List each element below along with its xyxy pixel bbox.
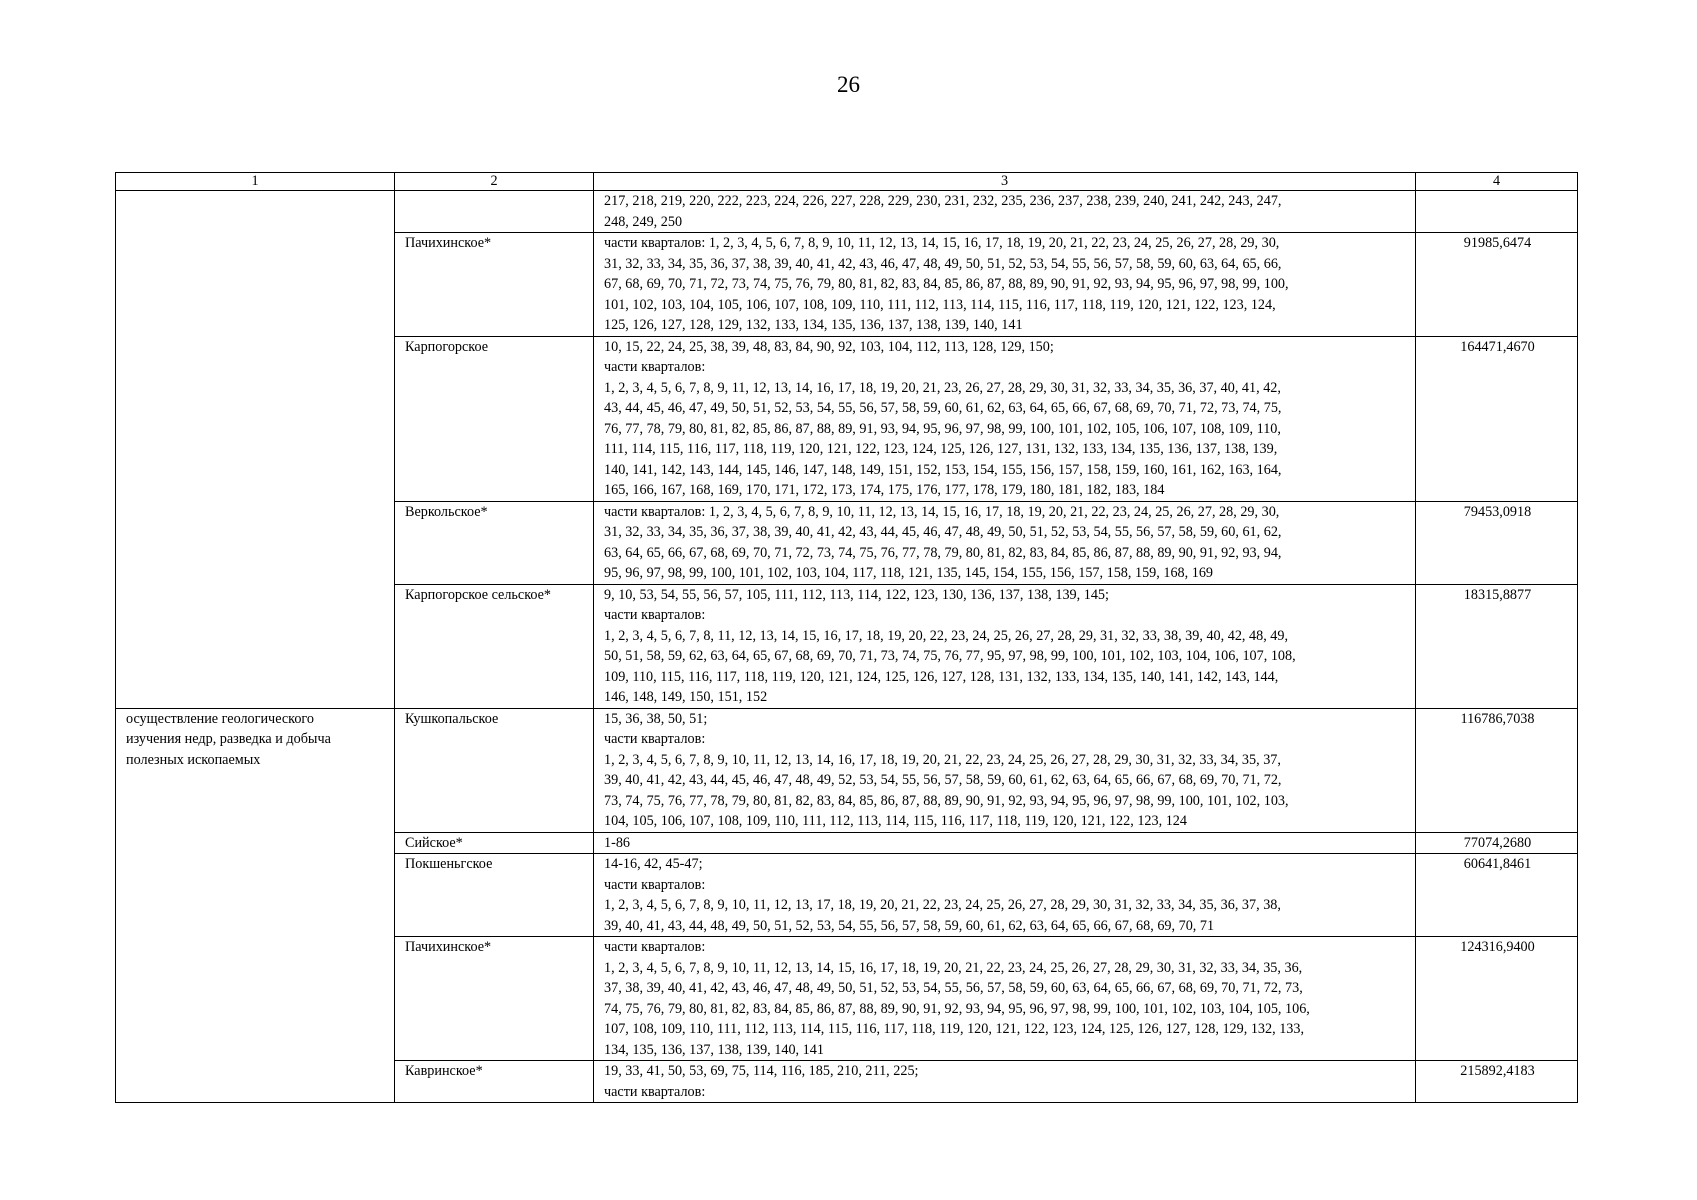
- quarters-line: 95, 96, 97, 98, 99, 100, 101, 102, 103, 104, 117, 118, 121, 135, 145, 154, 155, 156, 157, 158, 159, 168, 169: [604, 565, 1214, 581]
- quarters-cell: [594, 191, 1416, 233]
- table-row: [116, 708, 1578, 832]
- quarters-line: 1, 2, 3, 4, 5, 6, 7, 8, 9, 10, 11, 12, 13, 14, 15, 16, 17, 18, 19, 20, 21, 22, 23, 24, 25, 26, 27, 28, 29, 30, 31, 32, 33, 34, 35, 36,: [604, 959, 1303, 976]
- column-header-2: 2: [395, 173, 594, 191]
- quarters-line: 111, 114, 115, 116, 117, 118, 119, 120, 121, 122, 123, 124, 125, 126, 127, 131, 132, 133, 134, 135, 136, 137, 138, 139,: [604, 441, 1278, 457]
- forestry-name-cell: Пачихинское*: [395, 233, 594, 337]
- quarters-line: 37, 38, 39, 40, 41, 42, 43, 46, 47, 48, 49, 50, 51, 52, 53, 54, 55, 56, 57, 58, 59, 60, 63, 64, 65, 66, 67, 68, 69, 70, 71, 72, 73,: [604, 980, 1303, 996]
- quarters-line: части кварталов:: [604, 607, 706, 623]
- forestry-name-cell: Кавринское*: [395, 1061, 594, 1103]
- quarters-line: 165, 166, 167, 168, 169, 170, 171, 172, 173, 174, 175, 176, 177, 178, 179, 180, 181, 182, 183, 184: [604, 482, 1165, 498]
- quarters-line: 39, 40, 41, 42, 43, 44, 45, 46, 47, 48, 49, 52, 53, 54, 55, 56, 57, 58, 59, 60, 61, 62, 63, 64, 65, 66, 67, 68, 69, 70, 71, 72,: [604, 772, 1282, 788]
- forestry-name-cell: Карпогорское сельское*: [395, 584, 594, 708]
- quarters-line: 10, 15, 22, 24, 25, 38, 39, 48, 83, 84, 90, 92, 103, 104, 112, 113, 128, 129, 150;: [604, 338, 1054, 355]
- forestry-name-cell: Карпогорское: [395, 336, 594, 501]
- forestry-name-cell: Веркольское*: [395, 501, 594, 584]
- quarters-line: части кварталов:: [604, 939, 706, 955]
- forestry-name-cell: [395, 191, 594, 233]
- quarters-cell: [594, 501, 1416, 584]
- forest-quarters-table: [115, 172, 1578, 1103]
- quarters-line: 140, 141, 142, 143, 144, 145, 146, 147, 148, 149, 151, 152, 153, 154, 155, 156, 157, 158, 159, 160, 161, 162, 163, 164,: [604, 461, 1282, 478]
- quarters-cell: [594, 1061, 1416, 1103]
- table-row: [116, 191, 1578, 233]
- area-cell: 124316,9400: [1416, 937, 1578, 1061]
- quarters-line: 1, 2, 3, 4, 5, 6, 7, 8, 9, 10, 11, 12, 13, 17, 18, 19, 20, 21, 22, 23, 24, 25, 26, 27, 28, 29, 30, 31, 32, 33, 34, 35, 36, 37, 38,: [604, 897, 1281, 913]
- quarters-cell: [594, 708, 1416, 832]
- quarters-line: 1, 2, 3, 4, 5, 6, 7, 8, 11, 12, 13, 14, 15, 16, 17, 18, 19, 20, 22, 23, 24, 25, 26, 27, 28, 29, 31, 32, 33, 38, 39, 40, 42, 48, 49,: [604, 627, 1289, 644]
- quarters-line: 1-86: [604, 834, 631, 851]
- purpose-cell: [116, 191, 395, 709]
- quarters-cell: [594, 832, 1416, 854]
- quarters-line: 101, 102, 103, 104, 105, 106, 107, 108, 109, 110, 111, 112, 113, 114, 115, 116, 117, 118, 119, 120, 121, 122, 123, 124,: [604, 296, 1276, 313]
- quarters-line: 125, 126, 127, 128, 129, 132, 133, 134, 135, 136, 137, 138, 139, 140, 141: [604, 317, 1023, 333]
- forestry-name-cell: Сийское*: [395, 832, 594, 854]
- area-cell: 91985,6474: [1416, 233, 1578, 337]
- column-number-row: [116, 173, 1578, 191]
- quarters-line: 15, 36, 38, 50, 51;: [604, 710, 708, 727]
- forestry-name-cell: Покшеньгское: [395, 854, 594, 937]
- column-header-3: 3: [594, 173, 1416, 191]
- quarters-line: 43, 44, 45, 46, 47, 49, 50, 51, 52, 53, 54, 55, 56, 57, 58, 59, 60, 61, 62, 63, 64, 65, 66, 67, 68, 69, 70, 71, 72, 73, 74, 75,: [604, 400, 1282, 416]
- quarters-line: 9, 10, 53, 54, 55, 56, 57, 105, 111, 112, 113, 114, 122, 123, 130, 136, 137, 138, 139, 145;: [604, 586, 1109, 603]
- purpose-line: изучения недр, разведка и добыча: [126, 731, 331, 747]
- quarters-cell: [594, 854, 1416, 937]
- area-cell: 164471,4670: [1416, 336, 1578, 501]
- quarters-cell: [594, 336, 1416, 501]
- quarters-line: 104, 105, 106, 107, 108, 109, 110, 111, 112, 113, 114, 115, 116, 117, 118, 119, 120, 121, 122, 123, 124: [604, 813, 1187, 829]
- quarters-line: 67, 68, 69, 70, 71, 72, 73, 74, 75, 76, 79, 80, 81, 82, 83, 84, 85, 86, 87, 88, 89, 90, 91, 92, 93, 94, 95, 96, 97, 98, 99, 100,: [604, 276, 1289, 292]
- quarters-line: части кварталов: 1, 2, 3, 4, 5, 6, 7, 8, 9, 10, 11, 12, 13, 14, 15, 16, 17, 18, 19, 20, 21, 22, 23, 24, 25, 26, 27, 28, 29, 30,: [604, 235, 1280, 251]
- quarters-line: 1, 2, 3, 4, 5, 6, 7, 8, 9, 10, 11, 12, 13, 14, 16, 17, 18, 19, 20, 21, 22, 23, 24, 25, 26, 27, 28, 29, 30, 31, 32, 33, 34, 35, 37,: [604, 751, 1281, 768]
- quarters-line: 76, 77, 78, 79, 80, 81, 82, 85, 86, 87, 88, 89, 91, 93, 94, 95, 96, 97, 98, 99, 100, 101, 102, 105, 106, 107, 108, 109, 110,: [604, 420, 1281, 437]
- page-number: 26: [837, 72, 860, 97]
- quarters-line: 109, 110, 115, 116, 117, 118, 119, 120, 121, 124, 125, 126, 127, 128, 131, 132, 133, 134, 135, 140, 141, 142, 143, 144,: [604, 668, 1279, 685]
- forestry-name-cell: Пачихинское*: [395, 937, 594, 1061]
- quarters-line: 19, 33, 41, 50, 53, 69, 75, 114, 116, 185, 210, 211, 225;: [604, 1063, 919, 1079]
- quarters-line: 1, 2, 3, 4, 5, 6, 7, 8, 9, 11, 12, 13, 14, 16, 17, 18, 19, 20, 21, 23, 26, 27, 28, 29, 30, 31, 32, 33, 34, 35, 36, 37, 40, 41, 42,: [604, 379, 1281, 396]
- quarters-line: 146, 148, 149, 150, 151, 152: [604, 689, 768, 705]
- quarters-line: части кварталов:: [604, 359, 706, 375]
- quarters-line: 107, 108, 109, 110, 111, 112, 113, 114, 115, 116, 117, 118, 119, 120, 121, 122, 123, 124, 125, 126, 127, 128, 129, 132, 133,: [604, 1021, 1305, 1037]
- column-header-4: 4: [1416, 173, 1578, 191]
- quarters-line: 73, 74, 75, 76, 77, 78, 79, 80, 81, 82, 83, 84, 85, 86, 87, 88, 89, 90, 91, 92, 93, 94, 95, 96, 97, 98, 99, 100, 101, 102, 103,: [604, 792, 1289, 809]
- quarters-line: 50, 51, 58, 59, 62, 63, 64, 65, 67, 68, 69, 70, 71, 73, 74, 75, 76, 77, 95, 97, 98, 99, 100, 101, 102, 103, 104, 106, 107, 108,: [604, 648, 1296, 664]
- area-cell: [1416, 191, 1578, 233]
- area-cell: 116786,7038: [1416, 708, 1578, 832]
- purpose-cell: [116, 708, 395, 1103]
- column-header-1: 1: [116, 173, 395, 191]
- quarters-line: части кварталов: 1, 2, 3, 4, 5, 6, 7, 8, 9, 10, 11, 12, 13, 14, 15, 16, 17, 18, 19, 20, 21, 22, 23, 24, 25, 26, 27, 28, 29, 30,: [604, 503, 1280, 520]
- quarters-line: 31, 32, 33, 34, 35, 36, 37, 38, 39, 40, 41, 42, 43, 46, 47, 48, 49, 50, 51, 52, 53, 54, 55, 56, 57, 58, 59, 60, 63, 64, 65, 66,: [604, 255, 1282, 272]
- quarters-line: 31, 32, 33, 34, 35, 36, 37, 38, 39, 40, 41, 42, 43, 44, 45, 46, 47, 48, 49, 50, 51, 52, 53, 54, 55, 56, 57, 58, 59, 60, 61, 62,: [604, 524, 1282, 540]
- quarters-cell: [594, 937, 1416, 1061]
- quarters-line: части кварталов:: [604, 1083, 706, 1100]
- purpose-line: полезных ископаемых: [126, 751, 261, 768]
- quarters-line: 217, 218, 219, 220, 222, 223, 224, 226, 227, 228, 229, 230, 231, 232, 235, 236, 237, 238, 239, 240, 241, 242, 243, 247,: [604, 193, 1282, 209]
- quarters-line: 248, 249, 250: [604, 213, 683, 230]
- quarters-line: 134, 135, 136, 137, 138, 139, 140, 141: [604, 1041, 824, 1058]
- area-cell: 60641,8461: [1416, 854, 1578, 937]
- quarters-line: 63, 64, 65, 66, 67, 68, 69, 70, 71, 72, 73, 74, 75, 76, 77, 78, 79, 80, 81, 82, 83, 84, 85, 86, 87, 88, 89, 90, 91, 92, 93, 94,: [604, 544, 1282, 561]
- quarters-line: 39, 40, 41, 43, 44, 48, 49, 50, 51, 52, 53, 54, 55, 56, 57, 58, 59, 60, 61, 62, 63, 64, 65, 66, 67, 68, 69, 70, 71: [604, 917, 1215, 934]
- quarters-cell: [594, 233, 1416, 337]
- quarters-line: 74, 75, 76, 79, 80, 81, 82, 83, 84, 85, 86, 87, 88, 89, 90, 91, 92, 93, 94, 95, 96, 97, 98, 99, 100, 101, 102, 103, 104, 105, 106,: [604, 1000, 1310, 1017]
- area-cell: 77074,2680: [1416, 832, 1578, 854]
- quarters-cell: [594, 584, 1416, 708]
- area-cell: 18315,8877: [1416, 584, 1578, 708]
- area-cell: 215892,4183: [1416, 1061, 1578, 1103]
- quarters-line: части кварталов:: [604, 876, 706, 893]
- purpose-line: осуществление геологического: [126, 710, 314, 727]
- area-cell: 79453,0918: [1416, 501, 1578, 584]
- forestry-name-cell: Кушкопальское: [395, 708, 594, 832]
- quarters-line: 14-16, 42, 45-47;: [604, 856, 703, 872]
- quarters-line: части кварталов:: [604, 731, 706, 747]
